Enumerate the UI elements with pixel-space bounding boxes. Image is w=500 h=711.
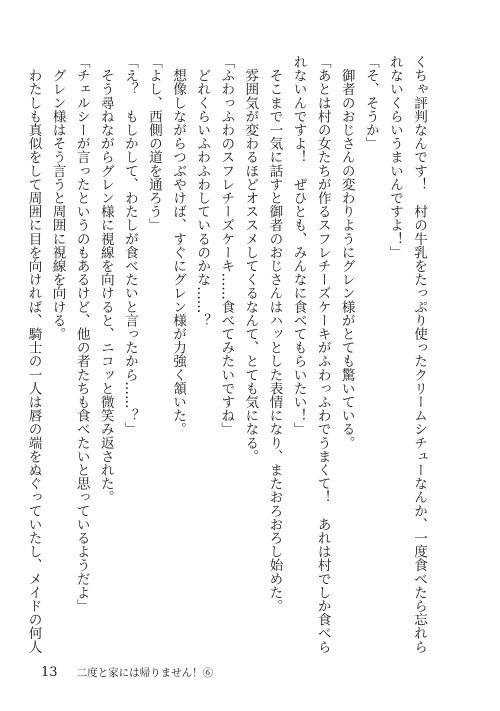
text-line: どれくらいふわふわしているのかな……？ (194, 55, 211, 327)
text-line: 「え？ もしかして、わたしが食べたいと言ったから……？」 (121, 55, 138, 436)
text-line: れないくらいうまいんですよ！」 (386, 55, 403, 259)
text-line: 「そ、そうか」 (362, 55, 379, 151)
book-title: 二度と家には帰りません！⑥ (76, 667, 214, 679)
text-line: くちゃ評判なんです！ 村の牛乳をたっぷり使ったクリームシチューなんか、一度食べたら忘れら (411, 55, 427, 654)
text-line: れないんですよ！ ぜひとも、みんなに食べてもらいたい！」 (290, 55, 307, 436)
text-line: そこまで一気に話すと御者のおじさんはハッとした表情になり、またおろおろし始めた。 (266, 55, 283, 613)
text-line: グレン様はそう言うと周囲に視線を向ける。 (49, 55, 66, 341)
text-line: 「チェルシーが言ったというのもあるけど、他の者たちも食べたいと思っているようだよ」 (73, 55, 90, 613)
text-line: 「よし、西側の道を通ろう」 (145, 55, 162, 232)
text-line: 雰囲気が変わるほどオススメしてくるなんて、とても気になる。 (242, 55, 259, 463)
text-line: 想像しながらつぶやけば、すぐにグレン様が力強く頷いた。 (170, 55, 187, 436)
text-line: 御者のおじさんの変わりようにグレン様がとても驚いている。 (338, 55, 355, 450)
text-line: 「あとは村の女たちが作るスフレチーズケーキがふわっふわでうまくて！ あれは村でしか食べら (314, 55, 331, 654)
page-footer (41, 661, 213, 680)
body-text (21, 55, 431, 665)
text-line: そう尋ねながらグレン様に視線を向けると、ニコッと微笑み返された。 (97, 55, 114, 504)
text-line: 「ふわっふわのスフレチーズケーキ……食べてみたいですね」 (218, 55, 235, 436)
text-line: わたしも真似をして周囲に目を向ければ、騎士の一人は唇の端をぬぐっていたし、メイドの何人 (25, 55, 42, 654)
page-number: 13 (41, 665, 58, 680)
